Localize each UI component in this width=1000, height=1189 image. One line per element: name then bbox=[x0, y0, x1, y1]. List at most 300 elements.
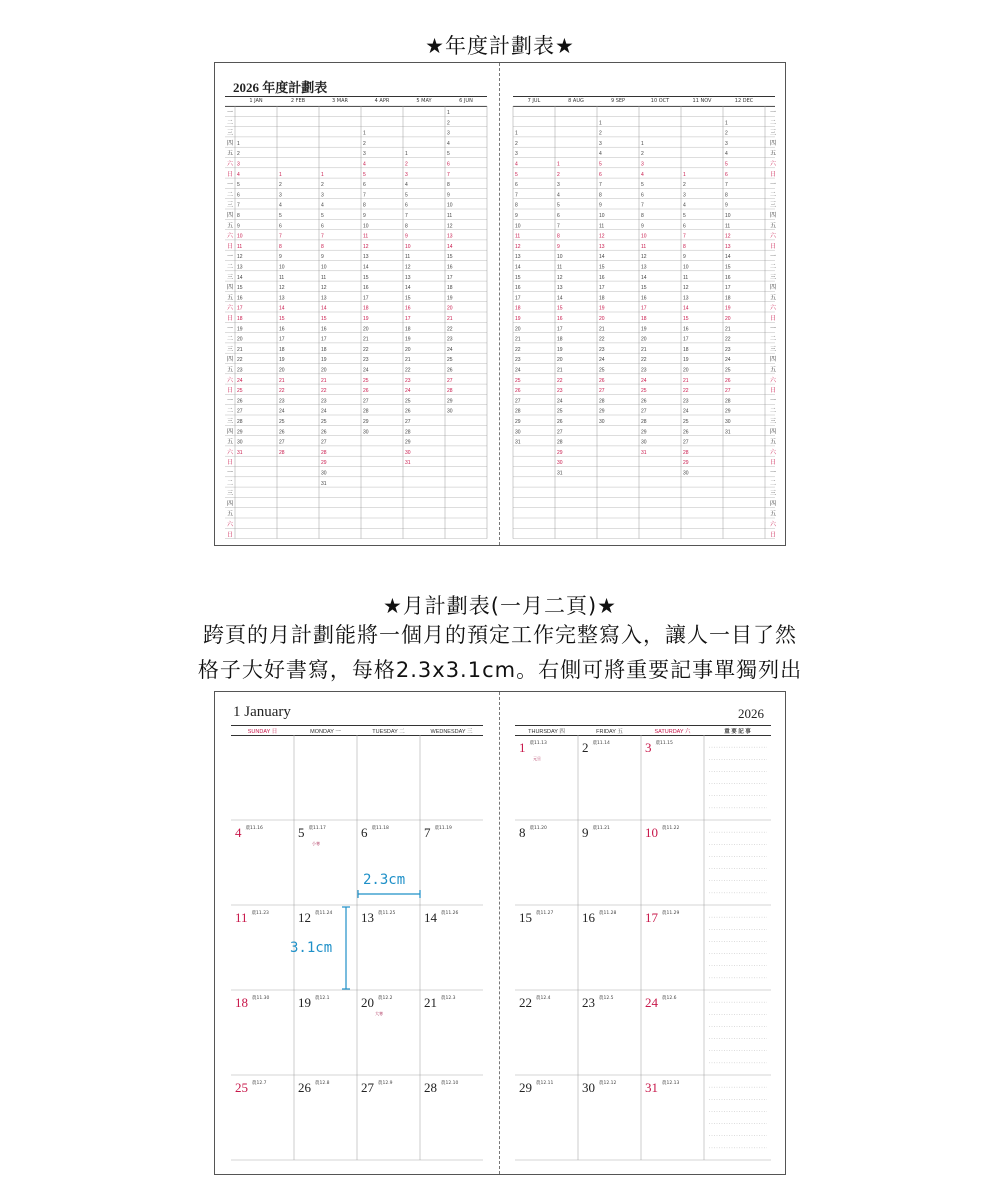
day-number: 24 bbox=[515, 367, 521, 374]
lunar-date: 農11.15 bbox=[655, 741, 673, 746]
day-number: 10 bbox=[683, 264, 689, 271]
day-number: 8 bbox=[599, 192, 602, 199]
day-number: 14 bbox=[237, 274, 243, 281]
day-cell[interactable] bbox=[424, 992, 456, 1011]
day-cell[interactable] bbox=[235, 1077, 267, 1096]
weekday-label: 日 bbox=[227, 532, 234, 539]
day-number: 29 bbox=[363, 419, 369, 425]
day-number: 3 bbox=[641, 161, 644, 168]
day-number: 9 bbox=[557, 243, 560, 250]
weekday-label: 六 bbox=[770, 161, 777, 168]
day-number: 18 bbox=[235, 995, 248, 1010]
day-number: 6 bbox=[725, 171, 728, 178]
day-number: 9 bbox=[641, 223, 644, 230]
day-number: 14 bbox=[279, 305, 285, 312]
day-number: 17 bbox=[641, 305, 647, 312]
lunar-date: 農12.7 bbox=[252, 1081, 267, 1086]
day-number: 3 bbox=[321, 192, 324, 199]
day-number: 2 bbox=[447, 120, 450, 127]
day-number: 28 bbox=[641, 419, 647, 425]
day-number: 12 bbox=[641, 254, 647, 261]
day-cell[interactable] bbox=[424, 1077, 458, 1096]
day-cell[interactable] bbox=[519, 992, 551, 1011]
lunar-date: 農11.21 bbox=[592, 826, 610, 831]
weekday-label: 一 bbox=[227, 110, 234, 116]
day-number: 27 bbox=[321, 439, 327, 446]
day-number: 11 bbox=[235, 910, 248, 925]
day-number: 12 bbox=[279, 285, 285, 292]
day-number: 18 bbox=[279, 346, 285, 353]
weekday-header: TUESDAY 二 bbox=[372, 729, 405, 735]
day-number: 23 bbox=[599, 346, 605, 353]
day-number: 20 bbox=[725, 316, 731, 322]
day-number: 1 bbox=[641, 140, 644, 147]
day-number: 25 bbox=[599, 367, 605, 374]
day-number: 3 bbox=[725, 140, 728, 147]
day-number: 16 bbox=[237, 295, 243, 302]
month-header: 12 DEC bbox=[734, 98, 754, 104]
day-number: 28 bbox=[424, 1080, 437, 1095]
day-cell[interactable] bbox=[361, 1077, 393, 1096]
day-number: 9 bbox=[599, 202, 602, 209]
day-number: 16 bbox=[515, 285, 521, 292]
day-number: 2 bbox=[557, 171, 560, 178]
day-number: 4 bbox=[599, 151, 602, 158]
weekday-label: 六 bbox=[770, 522, 777, 528]
day-number: 30 bbox=[725, 419, 731, 425]
day-number: 8 bbox=[519, 825, 526, 840]
day-cell[interactable] bbox=[298, 992, 330, 1011]
weekday-label: 三 bbox=[227, 202, 234, 209]
day-number: 28 bbox=[237, 419, 243, 425]
weekday-label: 二 bbox=[770, 264, 777, 271]
day-number: 4 bbox=[237, 171, 240, 178]
lunar-date: 農11.13 bbox=[529, 741, 547, 746]
day-number: 26 bbox=[237, 398, 243, 405]
day-number: 17 bbox=[279, 336, 285, 343]
day-number: 12 bbox=[515, 243, 521, 250]
day-number: 29 bbox=[599, 408, 605, 415]
lunar-date: 農11.27 bbox=[536, 911, 554, 916]
day-number: 6 bbox=[405, 202, 408, 209]
day-number: 24 bbox=[279, 408, 285, 415]
day-number: 21 bbox=[641, 346, 647, 353]
day-number: 11 bbox=[599, 223, 605, 230]
day-number: 12 bbox=[683, 285, 689, 292]
day-number: 22 bbox=[515, 346, 521, 353]
day-number: 27 bbox=[447, 377, 453, 384]
lunar-date: 農12.2 bbox=[378, 996, 393, 1001]
day-cell[interactable] bbox=[519, 907, 553, 926]
day-number: 17 bbox=[363, 295, 369, 302]
day-number: 19 bbox=[237, 326, 243, 333]
day-number: 27 bbox=[279, 439, 285, 446]
day-number: 11 bbox=[405, 254, 411, 261]
lunar-date: 農11.29 bbox=[662, 911, 680, 916]
day-number: 7 bbox=[599, 182, 602, 189]
lunar-date: 農11.24 bbox=[315, 911, 333, 916]
day-number: 26 bbox=[515, 388, 521, 395]
day-number: 17 bbox=[557, 326, 563, 333]
day-number: 20 bbox=[279, 367, 285, 374]
day-cell[interactable] bbox=[298, 1077, 330, 1096]
yearly-section-title: ★年度計劃表★ bbox=[425, 34, 575, 58]
day-number: 7 bbox=[405, 213, 408, 219]
day-number: 23 bbox=[557, 388, 563, 395]
day-number: 14 bbox=[599, 254, 605, 261]
day-number: 21 bbox=[237, 346, 243, 353]
day-number: 30 bbox=[447, 408, 453, 415]
weekday-label: 四 bbox=[227, 429, 234, 436]
day-number: 18 bbox=[557, 336, 563, 343]
day-number: 6 bbox=[237, 192, 240, 199]
weekday-label: 三 bbox=[770, 346, 777, 353]
day-number: 4 bbox=[557, 192, 560, 199]
day-number: 3 bbox=[515, 151, 518, 158]
day-number: 22 bbox=[641, 357, 647, 364]
weekday-label: 二 bbox=[770, 192, 777, 199]
day-number: 5 bbox=[599, 161, 602, 168]
day-number: 1 bbox=[363, 130, 366, 137]
day-number: 15 bbox=[599, 264, 605, 271]
day-number: 26 bbox=[683, 429, 689, 436]
day-number: 7 bbox=[515, 192, 518, 199]
weekday-label: 五 bbox=[770, 151, 777, 158]
weekday-label: 六 bbox=[770, 449, 777, 456]
weekday-label: 日 bbox=[227, 388, 234, 395]
day-number: 17 bbox=[725, 285, 731, 292]
day-number: 29 bbox=[237, 429, 243, 436]
day-number: 8 bbox=[363, 202, 366, 209]
day-cell[interactable] bbox=[519, 1077, 553, 1096]
day-number: 27 bbox=[515, 398, 521, 405]
day-cell[interactable] bbox=[645, 907, 679, 926]
day-number: 22 bbox=[519, 995, 532, 1010]
day-number: 8 bbox=[641, 213, 644, 219]
weekday-label: 日 bbox=[770, 388, 777, 395]
day-number: 15 bbox=[447, 254, 453, 261]
day-number: 17 bbox=[321, 336, 327, 343]
day-number: 12 bbox=[405, 264, 411, 271]
day-number: 9 bbox=[582, 825, 589, 840]
month-header: 8 AUG bbox=[568, 98, 584, 104]
day-number: 22 bbox=[279, 388, 285, 395]
day-number: 22 bbox=[321, 388, 327, 395]
day-cell[interactable] bbox=[235, 822, 263, 841]
day-number: 20 bbox=[363, 326, 369, 333]
day-number: 19 bbox=[405, 336, 411, 343]
day-number: 29 bbox=[515, 419, 521, 425]
weekday-label: 一 bbox=[227, 254, 234, 261]
day-number: 24 bbox=[321, 408, 327, 415]
day-number: 2 bbox=[725, 130, 728, 137]
day-number: 18 bbox=[641, 316, 647, 322]
day-number: 13 bbox=[405, 274, 411, 281]
day-number: 20 bbox=[405, 346, 411, 353]
monthly-description-line1: 跨頁的月計劃能將一個月的預定工作完整寫入，讓人一目了然 bbox=[203, 623, 797, 647]
month-header: 6 JUN bbox=[459, 98, 473, 104]
day-cell[interactable] bbox=[519, 822, 547, 841]
month-header: 4 APR bbox=[374, 98, 390, 104]
day-number: 13 bbox=[599, 243, 605, 250]
day-number: 7 bbox=[424, 825, 431, 840]
day-number: 12 bbox=[363, 243, 369, 250]
day-number: 18 bbox=[683, 346, 689, 353]
day-number: 19 bbox=[363, 316, 369, 322]
day-number: 18 bbox=[237, 316, 243, 322]
day-number: 21 bbox=[725, 326, 731, 333]
weekday-label: 一 bbox=[770, 470, 777, 477]
day-number: 5 bbox=[237, 182, 240, 189]
day-number: 25 bbox=[321, 419, 327, 425]
day-number: 17 bbox=[683, 336, 689, 343]
lunar-date: 農12.12 bbox=[599, 1081, 617, 1086]
weekday-header: THURSDAY 四 bbox=[528, 729, 565, 735]
day-number: 28 bbox=[683, 449, 689, 456]
day-number: 3 bbox=[557, 182, 560, 189]
day-number: 6 bbox=[557, 213, 560, 219]
month-header: 2 FEB bbox=[290, 98, 306, 104]
day-number: 27 bbox=[683, 439, 689, 446]
day-cell[interactable] bbox=[582, 992, 614, 1011]
day-number: 27 bbox=[599, 388, 605, 395]
weekday-label: 日 bbox=[227, 171, 234, 178]
day-number: 18 bbox=[405, 326, 411, 333]
day-cell[interactable] bbox=[519, 737, 547, 762]
day-number: 7 bbox=[237, 202, 240, 209]
day-number: 30 bbox=[599, 419, 605, 425]
day-number: 10 bbox=[321, 264, 327, 271]
month-header: 11 NOV bbox=[692, 98, 712, 104]
day-number: 25 bbox=[235, 1080, 248, 1095]
weekday-label: 日 bbox=[770, 460, 777, 467]
day-number: 15 bbox=[363, 274, 369, 281]
day-number: 28 bbox=[447, 388, 453, 395]
month-header: 7 JUL bbox=[527, 98, 541, 104]
weekday-label: 三 bbox=[227, 419, 234, 425]
lunar-date: 農12.1 bbox=[315, 996, 330, 1001]
day-number: 19 bbox=[515, 316, 521, 322]
day-number: 29 bbox=[405, 439, 411, 446]
day-number: 23 bbox=[725, 346, 731, 353]
day-number: 14 bbox=[447, 243, 453, 250]
day-number: 9 bbox=[237, 223, 240, 230]
weekday-label: 一 bbox=[770, 326, 777, 333]
day-cell[interactable] bbox=[645, 737, 673, 756]
weekday-label: 六 bbox=[227, 377, 234, 384]
day-number: 19 bbox=[447, 295, 453, 302]
day-cell[interactable] bbox=[645, 822, 679, 841]
weekday-label: 四 bbox=[227, 140, 234, 147]
weekday-label: 五 bbox=[770, 511, 777, 518]
day-number: 16 bbox=[279, 326, 285, 333]
day-cell[interactable] bbox=[582, 737, 610, 756]
day-cell[interactable] bbox=[298, 907, 332, 926]
weekday-label: 三 bbox=[770, 202, 777, 209]
day-cell[interactable] bbox=[582, 1077, 616, 1096]
day-number: 12 bbox=[557, 274, 563, 281]
day-number: 10 bbox=[725, 213, 731, 219]
weekday-label: 日 bbox=[770, 316, 777, 322]
weekday-header: FRIDAY 五 bbox=[596, 729, 623, 735]
day-number: 23 bbox=[641, 367, 647, 374]
day-number: 6 bbox=[599, 171, 602, 178]
day-number: 23 bbox=[279, 398, 285, 405]
solar-term: 元旦 bbox=[533, 756, 541, 761]
month-header: 5 MAY bbox=[416, 98, 432, 104]
weekday-label: 四 bbox=[770, 285, 777, 292]
day-number: 12 bbox=[725, 233, 731, 240]
day-number: 29 bbox=[557, 449, 563, 456]
weekday-label: 一 bbox=[770, 254, 777, 261]
day-number: 15 bbox=[279, 316, 285, 322]
day-number: 9 bbox=[725, 202, 728, 209]
day-number: 16 bbox=[321, 326, 327, 333]
day-cell[interactable] bbox=[645, 1077, 679, 1096]
solar-term: 小寒 bbox=[312, 841, 320, 846]
day-cell[interactable] bbox=[235, 992, 269, 1011]
lunar-date: 農11.23 bbox=[251, 911, 269, 916]
day-number: 12 bbox=[237, 254, 243, 261]
day-number: 7 bbox=[321, 233, 324, 240]
weekday-label: 四 bbox=[770, 429, 777, 436]
day-number: 21 bbox=[321, 377, 327, 384]
day-number: 12 bbox=[599, 233, 605, 240]
day-number: 29 bbox=[725, 408, 731, 415]
day-number: 14 bbox=[321, 305, 327, 312]
day-cell[interactable] bbox=[582, 907, 616, 926]
weekday-label: 二 bbox=[227, 120, 234, 127]
day-number: 9 bbox=[321, 254, 324, 261]
day-number: 24 bbox=[599, 357, 605, 364]
day-number: 24 bbox=[363, 367, 369, 374]
day-number: 13 bbox=[557, 285, 563, 292]
day-number: 27 bbox=[557, 429, 563, 436]
day-number: 11 bbox=[557, 264, 563, 271]
day-number: 27 bbox=[725, 388, 731, 395]
weekday-label: 二 bbox=[770, 120, 777, 127]
day-number: 17 bbox=[515, 295, 521, 302]
weekday-label: 四 bbox=[770, 501, 777, 508]
day-number: 28 bbox=[321, 449, 327, 456]
day-number: 14 bbox=[641, 274, 647, 281]
weekday-header: MONDAY 一 bbox=[310, 729, 341, 735]
day-number: 31 bbox=[515, 439, 521, 446]
cell-size-annotation bbox=[355, 882, 425, 982]
day-number: 13 bbox=[363, 254, 369, 261]
day-number: 4 bbox=[515, 161, 518, 168]
day-cell[interactable] bbox=[235, 907, 269, 926]
day-cell[interactable] bbox=[361, 822, 389, 841]
day-number: 6 bbox=[363, 182, 366, 189]
day-number: 25 bbox=[279, 419, 285, 425]
day-number: 31 bbox=[645, 1080, 658, 1095]
day-number: 27 bbox=[363, 398, 369, 405]
day-number: 30 bbox=[405, 449, 411, 456]
weekday-label: 三 bbox=[227, 346, 234, 353]
day-number: 2 bbox=[582, 740, 589, 755]
weekday-label: 四 bbox=[770, 213, 777, 219]
day-number: 5 bbox=[515, 171, 518, 178]
day-number: 4 bbox=[405, 182, 408, 189]
day-number: 17 bbox=[237, 305, 243, 312]
weekday-label: 日 bbox=[227, 460, 234, 467]
day-number: 22 bbox=[447, 326, 453, 333]
day-cell[interactable] bbox=[645, 992, 677, 1011]
weekday-label: 六 bbox=[770, 377, 777, 384]
day-number: 30 bbox=[557, 460, 563, 467]
day-number: 16 bbox=[641, 295, 647, 302]
month-header: 9 SEP bbox=[610, 98, 626, 104]
day-cell[interactable] bbox=[361, 992, 393, 1017]
weekday-label: 五 bbox=[227, 295, 234, 302]
day-number: 30 bbox=[363, 429, 369, 436]
day-number: 31 bbox=[641, 449, 647, 456]
day-number: 23 bbox=[515, 357, 521, 364]
day-number: 31 bbox=[237, 449, 243, 456]
day-number: 31 bbox=[557, 470, 563, 477]
day-number: 14 bbox=[683, 305, 689, 312]
weekday-label: 二 bbox=[227, 192, 234, 199]
day-number: 8 bbox=[237, 213, 240, 219]
monthly-section-title: ★月計劃表(一月二頁)★ bbox=[382, 594, 618, 618]
day-number: 15 bbox=[321, 316, 327, 322]
day-number: 11 bbox=[683, 274, 689, 281]
day-cell[interactable] bbox=[424, 907, 458, 926]
day-number: 24 bbox=[683, 408, 689, 415]
day-number: 13 bbox=[515, 254, 521, 261]
day-number: 21 bbox=[599, 326, 605, 333]
yearly-planner-spread bbox=[214, 62, 786, 546]
day-number: 1 bbox=[599, 120, 602, 127]
day-number: 8 bbox=[725, 192, 728, 199]
day-number: 13 bbox=[237, 264, 243, 271]
weekday-label: 四 bbox=[770, 140, 777, 147]
day-number: 26 bbox=[321, 429, 327, 436]
day-number: 3 bbox=[599, 140, 602, 147]
day-number: 12 bbox=[447, 223, 453, 230]
day-number: 3 bbox=[279, 192, 282, 199]
day-number: 21 bbox=[279, 377, 285, 384]
day-number: 9 bbox=[363, 213, 366, 219]
weekday-label: 六 bbox=[227, 233, 234, 240]
weekday-header: SUNDAY 日 bbox=[247, 729, 278, 735]
day-number: 22 bbox=[237, 357, 243, 364]
lunar-date: 農11.20 bbox=[529, 826, 547, 831]
day-cell[interactable] bbox=[298, 822, 326, 847]
day-number: 22 bbox=[599, 336, 605, 343]
day-number: 19 bbox=[641, 326, 647, 333]
weekday-label: 三 bbox=[770, 130, 777, 137]
month-header: 10 OCT bbox=[650, 98, 670, 104]
day-number: 6 bbox=[683, 223, 686, 230]
day-cell[interactable] bbox=[424, 822, 452, 841]
day-number: 3 bbox=[405, 171, 408, 178]
day-number: 25 bbox=[363, 377, 369, 384]
day-number: 29 bbox=[683, 460, 689, 467]
weekday-label: 六 bbox=[227, 449, 234, 456]
day-number: 14 bbox=[363, 264, 369, 271]
day-number: 5 bbox=[683, 213, 686, 219]
day-number: 26 bbox=[279, 429, 285, 436]
month-title: 1 January bbox=[233, 704, 291, 720]
solar-term: 大寒 bbox=[375, 1011, 383, 1016]
day-number: 18 bbox=[321, 346, 327, 353]
day-cell[interactable] bbox=[582, 822, 610, 841]
day-number: 13 bbox=[279, 295, 285, 302]
weekday-label: 六 bbox=[227, 305, 234, 312]
day-number: 7 bbox=[363, 192, 366, 199]
